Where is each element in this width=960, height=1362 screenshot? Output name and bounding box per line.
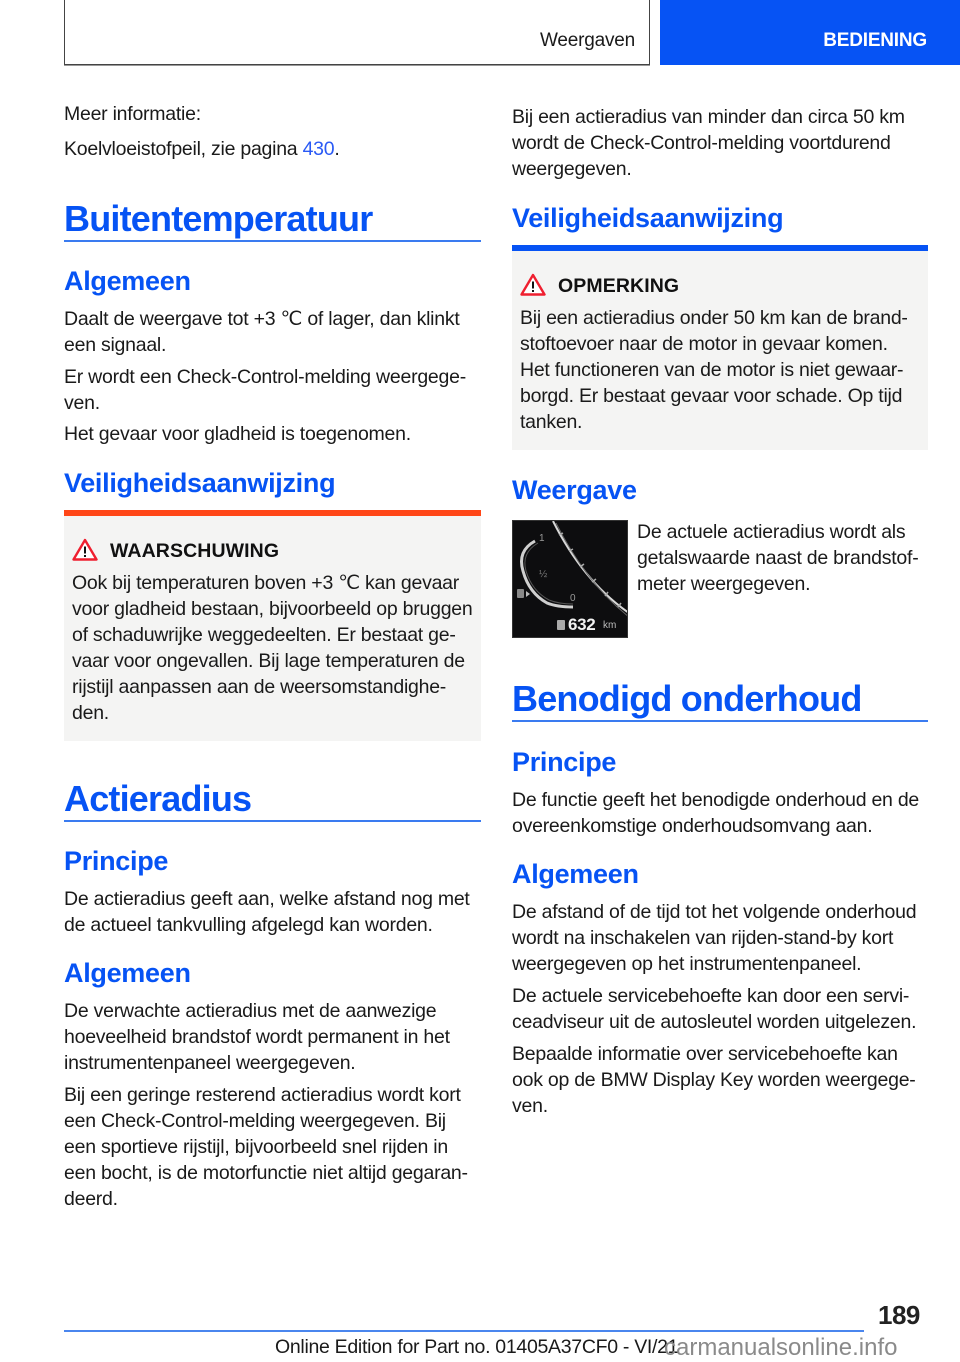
subsection-title-algemeen: Algemeen	[64, 266, 191, 296]
paragraph-line: een bocht, is de motorfunctie niet altijd gegaran-	[64, 1162, 468, 1184]
section-rule	[64, 240, 481, 242]
paragraph-line: Daalt de weergave tot +3 ℃ of lager, dan klinkt	[64, 308, 460, 330]
paragraph-line: Er wordt een Check-Control-melding weergege-	[64, 366, 466, 388]
paragraph-line: Bij een geringe resterend actieradius wordt kort	[64, 1084, 461, 1106]
fuel-side-arrow-icon	[526, 591, 530, 597]
warning-label: WAARSCHUWING	[110, 540, 280, 562]
note-box	[512, 245, 928, 450]
watermark: carmanualsonline.info	[664, 1334, 898, 1361]
section-title-buitentemperatuur: Buitentemperatuur	[64, 198, 373, 239]
section-rule	[64, 820, 481, 822]
paragraph-line: De actieradius geeft aan, welke afstand nog met	[64, 888, 470, 910]
paragraph-line: weergegeven op het instrumentenpaneel.	[512, 953, 862, 975]
reference-suffix: .	[334, 138, 340, 160]
note-line: borgd. Er bestaat gevaar voor schade. Op tijd	[520, 385, 903, 407]
section-title-actieradius: Actieradius	[64, 778, 252, 819]
paragraph-line: ven.	[64, 392, 100, 414]
warning-box	[64, 510, 481, 741]
warning-bar	[64, 510, 481, 516]
gauge-mark-full: 1	[539, 533, 545, 544]
paragraph-line: ook op de BMW Display Key worden weergege-	[512, 1069, 916, 1091]
range-value: 632	[568, 615, 596, 634]
paragraph-line: De actuele actieradius wordt als	[637, 521, 906, 543]
paragraph-line: De afstand of de tijd tot het volgende onderhoud	[512, 901, 917, 923]
paragraph-line: De actuele servicebehoefte kan door een servi-	[512, 985, 910, 1007]
paragraph-line: De verwachte actieradius met de aanwezige	[64, 1000, 437, 1022]
warning-line: of schaduwrijke weggedeelten. Er bestaat ge-	[72, 624, 456, 646]
subsection-title-weergave: Weergave	[512, 475, 637, 505]
subsection-title-principe: Principe	[512, 747, 617, 777]
subsection-title-algemeen: Algemeen	[512, 859, 639, 889]
range-fuel-icon	[557, 620, 565, 630]
paragraph-line: getalswaarde naast de brandstof-	[637, 547, 919, 569]
note-label: OPMERKING	[558, 275, 680, 297]
paragraph-line: De functie geeft het benodigde onderhoud en de	[512, 789, 920, 811]
note-line: stoftoevoer naar de motor in gevaar komen.	[520, 333, 888, 355]
header-section-label: Weergaven	[539, 30, 635, 51]
footer-rule	[64, 1330, 864, 1332]
paragraph-line: een sportieve rijstijl, bijvoorbeeld snel rijden in	[64, 1136, 448, 1158]
note-bar	[512, 245, 928, 251]
warning-line: Ook bij temperaturen boven +3 ℃ kan gevaar	[72, 572, 460, 594]
subsection-title-principe: Principe	[64, 846, 169, 876]
paragraph-line: deerd.	[64, 1188, 118, 1210]
paragraph-line: een signaal.	[64, 334, 167, 356]
warning-line: vaar voor ongevallen. Bij lage temperaturen de	[72, 650, 465, 672]
header-section-tab	[64, 0, 650, 65]
warning-line: den.	[72, 702, 109, 724]
header-chapter-label: BEDIENING	[823, 30, 927, 51]
header-chapter-tab	[660, 0, 960, 65]
page-number: 189	[878, 1300, 920, 1330]
page-link-430[interactable]: 430	[302, 138, 335, 160]
reference-text: Koelvloeistofpeil, zie pagina	[64, 138, 303, 160]
paragraph-line: weergegeven.	[512, 158, 632, 180]
fuel-gauge-image	[512, 520, 628, 638]
paragraph-line: ceadviseur uit de autosleutel worden uitgelezen.	[512, 1011, 917, 1033]
section-title-benodigd-onderhoud: Benodigd onderhoud	[512, 678, 862, 719]
note-line: Bij een actieradius onder 50 km kan de brand-	[520, 307, 908, 329]
note-line: tanken.	[520, 411, 583, 433]
paragraph-line: Het gevaar voor gladheid is toegenomen.	[64, 423, 411, 445]
paragraph-line: Bepaalde informatie over servicebehoefte kan	[512, 1043, 898, 1065]
paragraph-line: een Check-Control-melding weergegeven. Bij	[64, 1110, 446, 1132]
warning-line: rijstijl aanpassen aan de weersomstandighe-	[72, 676, 447, 698]
note-line: Het functioneren van de motor is niet gewaar-	[520, 359, 904, 381]
subsection-title-veiligheidsaanwijzing: Veiligheidsaanwijzing	[512, 203, 784, 233]
paragraph-line: hoeveelheid brandstof wordt permanent in het	[64, 1026, 450, 1048]
warning-line: voor gladheid bestaan, bijvoorbeeld op bruggen	[72, 598, 473, 620]
paragraph-line: meter weergegeven.	[637, 573, 811, 595]
paragraph-line: de actueel tankvulling afgelegd kan worden.	[64, 914, 433, 936]
paragraph-line: overeenkomstige onderhoudsomvang aan.	[512, 815, 873, 837]
more-info-label: Meer informatie:	[64, 103, 201, 125]
section-rule	[512, 720, 928, 722]
subsection-title-veiligheidsaanwijzing: Veiligheidsaanwijzing	[64, 468, 336, 498]
paragraph-line: wordt na inschakelen van rijden-stand-by kort	[512, 927, 894, 949]
paragraph-line: ven.	[512, 1095, 548, 1117]
edition-text: Online Edition for Part no. 01405A37CF0 - VI/21	[275, 1336, 679, 1358]
more-info-reference	[64, 136, 340, 162]
paragraph-line: Bij een actieradius van minder dan circa 50 km	[512, 106, 905, 128]
gauge-mark-half: ½	[539, 569, 548, 580]
paragraph-line: instrumentenpaneel weergegeven.	[64, 1052, 356, 1074]
warning-triangle-icon	[520, 273, 546, 296]
range-unit: km	[603, 620, 617, 631]
subsection-title-algemeen: Algemeen	[64, 958, 191, 988]
paragraph-line: wordt de Check-Control-melding voortdurend	[512, 132, 891, 154]
gauge-mark-empty: 0	[570, 593, 576, 604]
warning-triangle-icon	[72, 538, 98, 561]
fuel-pump-icon	[517, 589, 524, 598]
